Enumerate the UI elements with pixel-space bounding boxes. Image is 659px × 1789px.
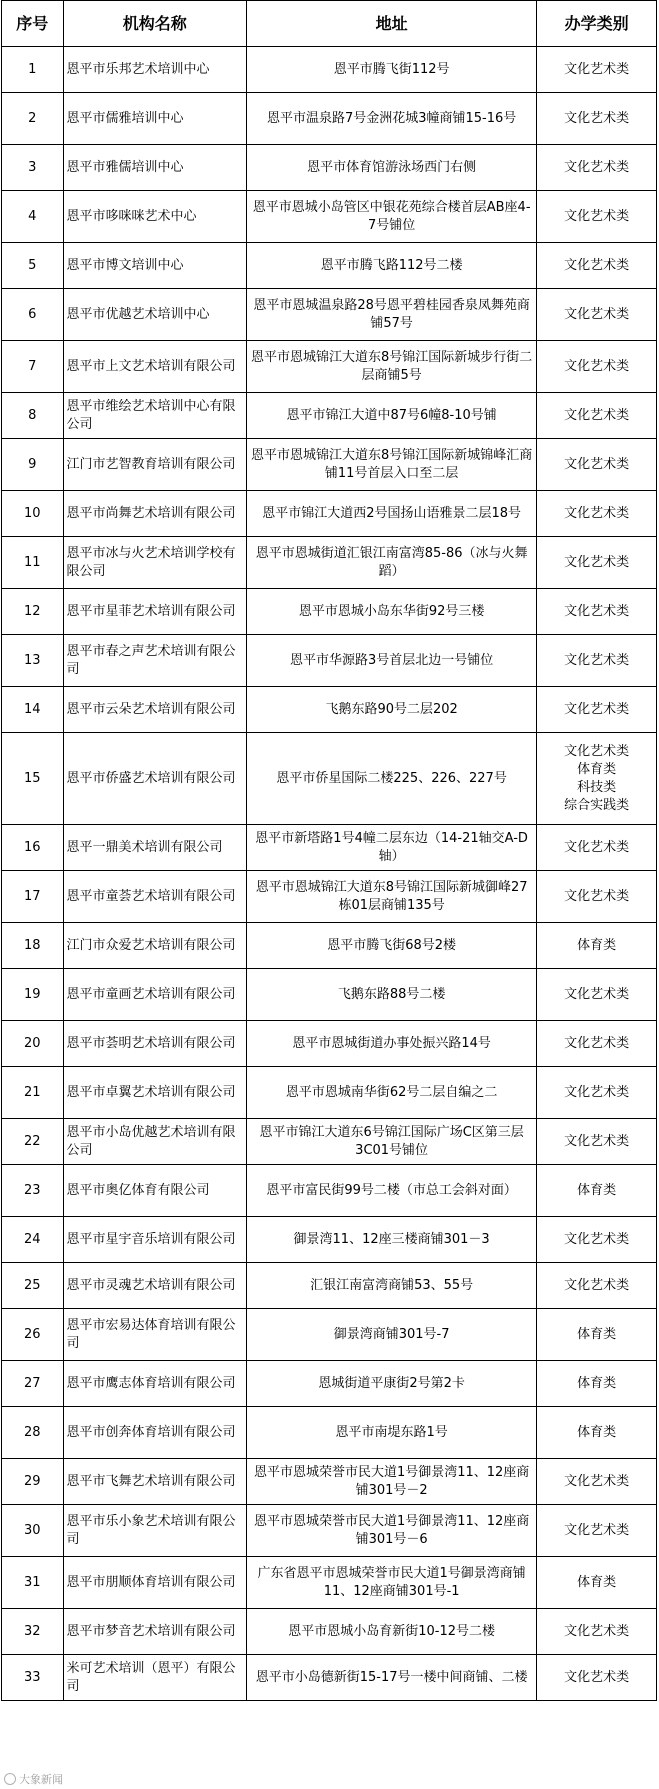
table-row — [2, 1609, 657, 1655]
cell-address: 恩平市恩城小岛管区中银花苑综合楼首层AB座4-7号铺位 — [246, 191, 536, 243]
cell-name: 恩平市鹰志体育培训有限公司 — [63, 1361, 246, 1407]
cell-name: 恩平市云朵艺术培训有限公司 — [63, 687, 246, 733]
type-label: 文化艺术类 — [564, 839, 630, 855]
type-label: 文化艺术类 — [564, 1231, 630, 1247]
table-row — [2, 871, 657, 923]
cell-type — [537, 1165, 657, 1217]
cell-type — [537, 687, 657, 733]
table-row — [2, 191, 657, 243]
cell-type — [537, 923, 657, 969]
cell-no: 20 — [2, 1021, 64, 1067]
cell-name: 恩平市博文培训中心 — [63, 243, 246, 289]
cell-address: 广东省恩平市恩城荣誉市民大道1号御景湾商铺11、12座商铺301号-1 — [246, 1557, 536, 1609]
cell-name: 恩平市星宇音乐培训有限公司 — [63, 1217, 246, 1263]
type-label: 科技类 — [577, 779, 617, 795]
cell-address: 恩平市侨星国际二楼225、226、227号 — [246, 733, 536, 825]
table-row — [2, 825, 657, 871]
table-row — [2, 1361, 657, 1407]
table-row — [2, 969, 657, 1021]
type-label: 文化艺术类 — [564, 456, 630, 472]
cell-type — [537, 1505, 657, 1557]
cell-name: 米可艺术培训（恩平）有限公司 — [63, 1655, 246, 1701]
cell-name: 恩平市侨盛艺术培训有限公司 — [63, 733, 246, 825]
cell-type — [537, 93, 657, 145]
cell-name: 恩平市创奔体育培训有限公司 — [63, 1407, 246, 1459]
cell-type — [537, 1407, 657, 1459]
type-label: 文化艺术类 — [564, 554, 630, 570]
cell-name: 恩平市冰与火艺术培训学校有限公司 — [63, 537, 246, 589]
type-label: 体育类 — [577, 761, 617, 777]
cell-name: 恩平市儒雅培训中心 — [63, 93, 246, 145]
cell-no: 9 — [2, 439, 64, 491]
type-label: 文化艺术类 — [564, 743, 630, 759]
header-type: 办学类别 — [537, 1, 657, 47]
cell-address: 恩平市锦江大道中87号6幢8-10号铺 — [246, 393, 536, 439]
cell-name: 恩平市朋顺体育培训有限公司 — [63, 1557, 246, 1609]
cell-address: 恩平市恩城荣誉市民大道1号御景湾11、12座商铺301号－6 — [246, 1505, 536, 1557]
cell-no: 26 — [2, 1309, 64, 1361]
cell-address: 御景湾商铺301号-7 — [246, 1309, 536, 1361]
cell-type — [537, 145, 657, 191]
type-label: 文化艺术类 — [564, 1473, 630, 1489]
type-label: 文化艺术类 — [564, 159, 630, 175]
cell-no: 17 — [2, 871, 64, 923]
cell-name: 恩平市宏易达体育培训有限公司 — [63, 1309, 246, 1361]
type-label: 体育类 — [577, 937, 617, 953]
watermark-icon — [4, 1773, 16, 1785]
cell-type — [537, 191, 657, 243]
cell-type — [537, 969, 657, 1021]
cell-type — [537, 1361, 657, 1407]
cell-address: 恩平市腾飞街112号 — [246, 47, 536, 93]
type-label: 文化艺术类 — [564, 358, 630, 374]
cell-type — [537, 341, 657, 393]
cell-type — [537, 1217, 657, 1263]
cell-no: 29 — [2, 1459, 64, 1505]
cell-name: 恩平市哆咪咪艺术中心 — [63, 191, 246, 243]
cell-address: 恩平市恩城锦江大道东8号锦江国际新城御峰27栋01层商铺135号 — [246, 871, 536, 923]
cell-no: 16 — [2, 825, 64, 871]
cell-type — [537, 1655, 657, 1701]
cell-no: 18 — [2, 923, 64, 969]
type-label: 体育类 — [577, 1182, 617, 1198]
table-row — [2, 923, 657, 969]
table-row — [2, 1655, 657, 1701]
institution-table — [1, 0, 657, 1701]
cell-address: 恩平市恩城街道汇银江南富湾85-86（冰与火舞蹈） — [246, 537, 536, 589]
cell-type — [537, 1609, 657, 1655]
cell-name: 恩平市童画艺术培训有限公司 — [63, 969, 246, 1021]
cell-no: 11 — [2, 537, 64, 589]
cell-no: 32 — [2, 1609, 64, 1655]
table-row — [2, 1557, 657, 1609]
cell-address: 恩平市腾飞街68号2楼 — [246, 923, 536, 969]
cell-name: 恩平市小岛优越艺术培训有限公司 — [63, 1119, 246, 1165]
cell-no: 27 — [2, 1361, 64, 1407]
type-label: 文化艺术类 — [564, 1669, 630, 1685]
header-row — [2, 1, 657, 47]
table-row — [2, 733, 657, 825]
table-row — [2, 1309, 657, 1361]
table-row — [2, 289, 657, 341]
cell-type — [537, 733, 657, 825]
cell-type — [537, 289, 657, 341]
table-row — [2, 393, 657, 439]
cell-no: 21 — [2, 1067, 64, 1119]
cell-address: 恩平市恩城温泉路28号恩平碧桂园香泉凤舞苑商铺57号 — [246, 289, 536, 341]
table-row — [2, 1263, 657, 1309]
cell-no: 12 — [2, 589, 64, 635]
cell-type — [537, 1119, 657, 1165]
type-label: 文化艺术类 — [564, 1133, 630, 1149]
cell-address: 恩平市富民街99号二楼（市总工会斜对面） — [246, 1165, 536, 1217]
cell-type — [537, 1459, 657, 1505]
cell-type — [537, 589, 657, 635]
cell-type — [537, 1309, 657, 1361]
cell-type — [537, 1557, 657, 1609]
type-label: 文化艺术类 — [564, 652, 630, 668]
cell-no: 6 — [2, 289, 64, 341]
cell-no: 31 — [2, 1557, 64, 1609]
table-row — [2, 341, 657, 393]
table-row — [2, 537, 657, 589]
type-label: 文化艺术类 — [564, 407, 630, 423]
cell-no: 2 — [2, 93, 64, 145]
table-row — [2, 1407, 657, 1459]
cell-address: 飞鹅东路88号二楼 — [246, 969, 536, 1021]
type-label: 综合实践类 — [564, 797, 630, 813]
watermark — [4, 1771, 63, 1787]
cell-address: 恩平市锦江大道东6号锦江国际广场C区第三层3C01号铺位 — [246, 1119, 536, 1165]
table-row — [2, 1067, 657, 1119]
table-row — [2, 1459, 657, 1505]
cell-address: 恩城街道平康街2号第2卡 — [246, 1361, 536, 1407]
cell-address: 恩平市新塔路1号4幢二层东边（14-21轴交A-D轴） — [246, 825, 536, 871]
cell-no: 28 — [2, 1407, 64, 1459]
type-label: 文化艺术类 — [564, 208, 630, 224]
table-row — [2, 1165, 657, 1217]
type-label: 文化艺术类 — [564, 701, 630, 717]
cell-name: 恩平市乐小象艺术培训有限公司 — [63, 1505, 246, 1557]
table-row — [2, 1505, 657, 1557]
cell-no: 30 — [2, 1505, 64, 1557]
cell-type — [537, 47, 657, 93]
cell-no: 8 — [2, 393, 64, 439]
type-label: 文化艺术类 — [564, 1035, 630, 1051]
watermark-text: 大象新闻 — [19, 1773, 63, 1786]
type-label: 文化艺术类 — [564, 1623, 630, 1639]
cell-type — [537, 1263, 657, 1309]
cell-address: 恩平市恩城小岛东华街92号三楼 — [246, 589, 536, 635]
header-address: 地址 — [246, 1, 536, 47]
cell-address: 恩平市锦江大道西2号国扬山语雅景二层18号 — [246, 491, 536, 537]
cell-type — [537, 439, 657, 491]
cell-type — [537, 1021, 657, 1067]
table-row — [2, 145, 657, 191]
cell-no: 5 — [2, 243, 64, 289]
cell-name: 江门市艺智教育培训有限公司 — [63, 439, 246, 491]
cell-no: 19 — [2, 969, 64, 1021]
cell-type — [537, 537, 657, 589]
cell-address: 恩平市小岛德新街15-17号一楼中间商铺、二楼 — [246, 1655, 536, 1701]
cell-type — [537, 1067, 657, 1119]
cell-no: 13 — [2, 635, 64, 687]
cell-name: 恩平市灵魂艺术培训有限公司 — [63, 1263, 246, 1309]
cell-name: 恩平市乐邦艺术培训中心 — [63, 47, 246, 93]
cell-address: 恩平市温泉路7号金洲花城3幢商铺15-16号 — [246, 93, 536, 145]
table-row — [2, 243, 657, 289]
cell-no: 1 — [2, 47, 64, 93]
cell-address: 恩平市南堤东路1号 — [246, 1407, 536, 1459]
cell-address: 恩平市华源路3号首层北边一号铺位 — [246, 635, 536, 687]
cell-address: 恩平市恩城街道办事处振兴路14号 — [246, 1021, 536, 1067]
type-label: 文化艺术类 — [564, 1084, 630, 1100]
type-label: 文化艺术类 — [564, 986, 630, 1002]
type-label: 文化艺术类 — [564, 306, 630, 322]
cell-name: 恩平市维绘艺术培训中心有限公司 — [63, 393, 246, 439]
cell-address: 恩平市恩城荣誉市民大道1号御景湾11、12座商铺301号－2 — [246, 1459, 536, 1505]
table-row — [2, 93, 657, 145]
type-label: 文化艺术类 — [564, 505, 630, 521]
cell-name: 恩平市尚舞艺术培训有限公司 — [63, 491, 246, 537]
cell-type — [537, 491, 657, 537]
cell-no: 15 — [2, 733, 64, 825]
table-row — [2, 491, 657, 537]
cell-no: 33 — [2, 1655, 64, 1701]
cell-address: 汇银江南富湾商铺53、55号 — [246, 1263, 536, 1309]
type-label: 文化艺术类 — [564, 257, 630, 273]
cell-name: 恩平市童荟艺术培训有限公司 — [63, 871, 246, 923]
cell-address: 飞鹅东路90号二层202 — [246, 687, 536, 733]
header-no: 序号 — [2, 1, 64, 47]
table-row — [2, 439, 657, 491]
cell-name: 恩平市荟明艺术培训有限公司 — [63, 1021, 246, 1067]
type-label: 文化艺术类 — [564, 1277, 630, 1293]
cell-address: 恩平市恩城小岛育新街10-12号二楼 — [246, 1609, 536, 1655]
table-row — [2, 687, 657, 733]
cell-name: 恩平市优越艺术培训中心 — [63, 289, 246, 341]
cell-no: 14 — [2, 687, 64, 733]
type-label: 体育类 — [577, 1326, 617, 1342]
cell-no: 22 — [2, 1119, 64, 1165]
cell-no: 25 — [2, 1263, 64, 1309]
cell-type — [537, 243, 657, 289]
type-label: 文化艺术类 — [564, 1522, 630, 1538]
table-row — [2, 47, 657, 93]
cell-address: 恩平市腾飞路112号二楼 — [246, 243, 536, 289]
cell-name: 恩平市上文艺术培训有限公司 — [63, 341, 246, 393]
cell-address: 恩平市恩城锦江大道东8号锦江国际新城锦峰汇商铺11号首层入口至二层 — [246, 439, 536, 491]
cell-type — [537, 871, 657, 923]
cell-name: 恩平市梦音艺术培训有限公司 — [63, 1609, 246, 1655]
type-label: 体育类 — [577, 1424, 617, 1440]
cell-no: 23 — [2, 1165, 64, 1217]
cell-name: 恩平市星菲艺术培训有限公司 — [63, 589, 246, 635]
cell-name: 恩平市卓翼艺术培训有限公司 — [63, 1067, 246, 1119]
type-label: 文化艺术类 — [564, 603, 630, 619]
table-row — [2, 635, 657, 687]
cell-no: 3 — [2, 145, 64, 191]
cell-type — [537, 635, 657, 687]
table-row — [2, 589, 657, 635]
cell-address: 恩平市恩城南华街62号二层自编之二 — [246, 1067, 536, 1119]
cell-name: 江门市众爱艺术培训有限公司 — [63, 923, 246, 969]
type-label: 文化艺术类 — [564, 61, 630, 77]
cell-no: 24 — [2, 1217, 64, 1263]
cell-address: 御景湾11、12座三楼商铺301－3 — [246, 1217, 536, 1263]
type-label: 文化艺术类 — [564, 888, 630, 904]
table-row — [2, 1119, 657, 1165]
cell-no: 7 — [2, 341, 64, 393]
cell-name: 恩平市奥亿体育有限公司 — [63, 1165, 246, 1217]
type-label: 体育类 — [577, 1375, 617, 1391]
cell-name: 恩平市飞舞艺术培训有限公司 — [63, 1459, 246, 1505]
cell-type — [537, 825, 657, 871]
cell-no: 10 — [2, 491, 64, 537]
cell-name: 恩平市春之声艺术培训有限公司 — [63, 635, 246, 687]
cell-no: 4 — [2, 191, 64, 243]
cell-address: 恩平市恩城锦江大道东8号锦江国际新城步行街二层商铺5号 — [246, 341, 536, 393]
cell-name: 恩平一鼎美术培训有限公司 — [63, 825, 246, 871]
table-row — [2, 1217, 657, 1263]
cell-address: 恩平市体育馆游泳场西门右侧 — [246, 145, 536, 191]
table-row — [2, 1021, 657, 1067]
header-name: 机构名称 — [63, 1, 246, 47]
type-label: 体育类 — [577, 1574, 617, 1590]
cell-name: 恩平市雅儒培训中心 — [63, 145, 246, 191]
type-label: 文化艺术类 — [564, 110, 630, 126]
cell-type — [537, 393, 657, 439]
